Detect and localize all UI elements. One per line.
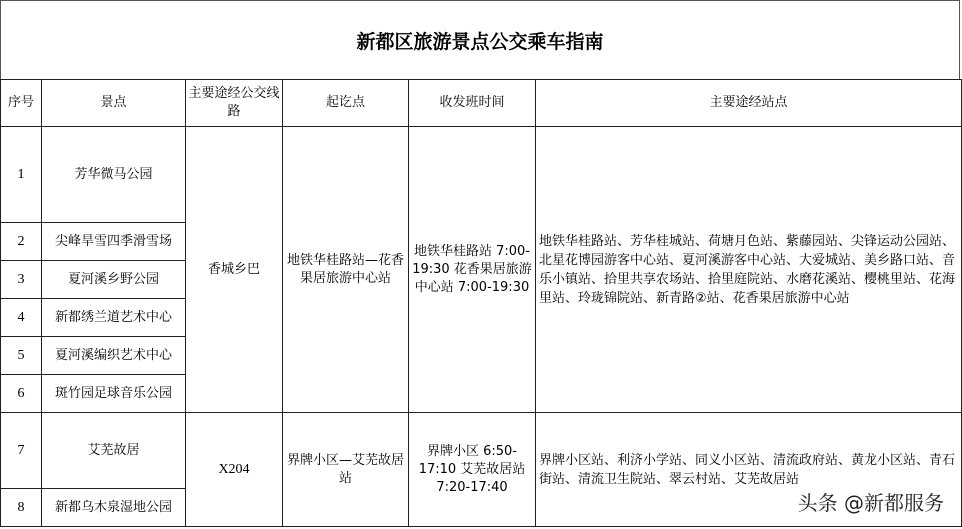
page-title: 新都区旅游景点公交乘车指南 [0, 0, 960, 79]
row-no: 5 [1, 337, 42, 375]
row-no: 1 [1, 127, 42, 223]
row-no: 3 [1, 261, 42, 299]
row-spot: 新都绣兰道艺术中心 [42, 299, 186, 337]
header-no: 序号 [1, 80, 42, 127]
endpoints-cell: 界牌小区—艾芜故居站 [283, 413, 409, 527]
header-stops: 主要途经站点 [536, 80, 962, 127]
table-row [1, 127, 962, 223]
endpoints-cell: 地铁华桂路站—花香果居旅游中心站 [283, 127, 409, 413]
row-spot: 艾芜故居 [42, 413, 186, 489]
row-no: 7 [1, 413, 42, 489]
header-spot: 景点 [42, 80, 186, 127]
row-no: 2 [1, 223, 42, 261]
stops-cell: 界牌小区站、利济小学站、同义小区站、清流政府站、黄龙小区站、青石街站、清流卫生院站、翠云村站、艾芜故居站 [536, 413, 962, 527]
route-cell: 香城乡巴 [186, 127, 283, 413]
route-cell: X204 [186, 413, 283, 527]
row-no: 6 [1, 375, 42, 413]
table-row [1, 413, 962, 489]
header-row [1, 80, 962, 127]
schedule-cell: 地铁华桂路站 7:00-19:30 花香果居旅游中心站 7:00-19:30 [409, 127, 536, 413]
bus-guide-table [0, 79, 962, 527]
row-no: 4 [1, 299, 42, 337]
header-endpoints: 起讫点 [283, 80, 409, 127]
header-route: 主要途经公交线路 [186, 80, 283, 127]
header-schedule: 收发班时间 [409, 80, 536, 127]
watermark: 头条 @新都服务 [797, 491, 944, 515]
row-spot: 夏河溪乡野公园 [42, 261, 186, 299]
row-spot: 尖峰旱雪四季滑雪场 [42, 223, 186, 261]
row-spot: 斑竹园足球音乐公园 [42, 375, 186, 413]
row-spot: 芳华微马公园 [42, 127, 186, 223]
schedule-cell: 界牌小区 6:50-17:10 艾芜故居站 7:20-17:40 [409, 413, 536, 527]
row-spot: 新都乌木泉湿地公园 [42, 489, 186, 527]
row-spot: 夏河溪编织艺术中心 [42, 337, 186, 375]
row-no: 8 [1, 489, 42, 527]
stops-cell: 地铁华桂路站、芳华桂城站、荷塘月色站、紫藤园站、尖锋运动公园站、北星花博园游客中心站、夏河溪游客中心站、大爱城站、美乡路口站、音乐小镇站、拾里共享农场站、拾里庭院站、水磨花溪站、樱桃里站、花海里站、玲珑锦院站、新青路②站、花香果居旅游中心站 [536, 127, 962, 413]
